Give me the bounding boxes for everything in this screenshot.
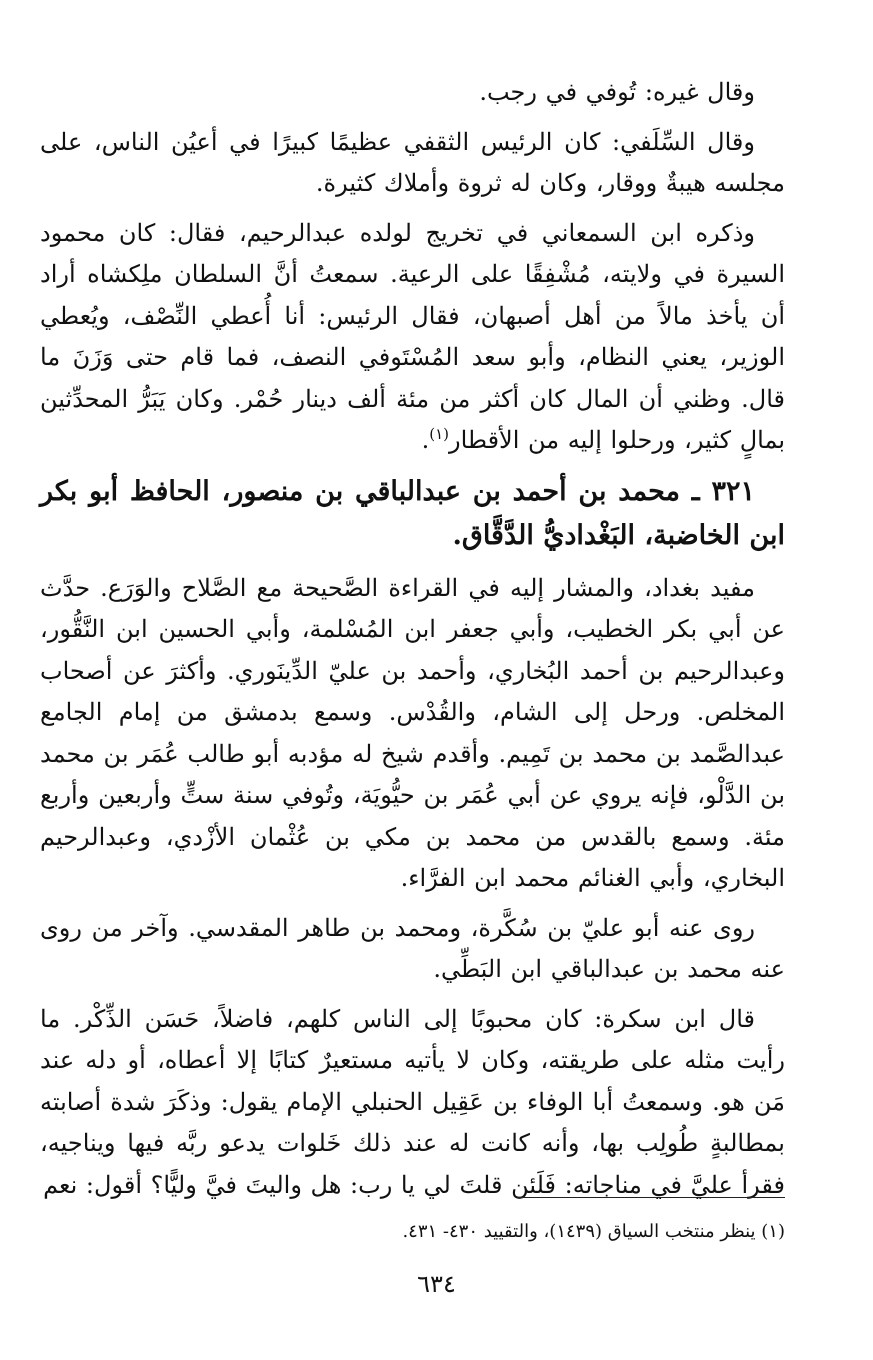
footnote-divider <box>517 1197 785 1198</box>
footnote: (١) ينظر منتخب السياق (١٤٣٩)، والتقييد ٤٣٠- ٤٣١. <box>402 1221 785 1242</box>
body-paragraph-3: قال ابن سكرة: كان محبوبًا إلى الناس كلهم، فاضلاً، حَسَن الذِّكْر. ما رأيت مثله على طريقته، وكان لا يأتيه مستعيرٌ كتابًا إلا أعطاه، أو دله عند مَن هو. وسمعتُ أبا الوفاء بن عَقِيل الحنبلي الإمام يقول: وذكَرَ شدة أصابته بمطالبةٍ طُولِب بها، وأنه كانت له عند ذلك خَلوات يدعو ربَّه فيها ويناجيه، فقرأ عليَّ في مناجاته: فَلَئن قلتَ لي يا رب: هل واليتَ فيَّ وليًّا؟ أقول: نعم <box>40 1004 785 1199</box>
page-body <box>40 72 785 1214</box>
entry-heading: ٣٢١ ـ محمد بن أحمد بن عبدالباقي بن منصور، الحافظ أبو بكر ابن الخاضبة، البَغْداديُّ الدَّقَّاق. <box>40 475 785 551</box>
paragraph-1: وقال غيره: تُوفي في رجب. <box>479 78 755 106</box>
body-paragraph-2: روى عنه أبو عليّ بن سُكَّرة، ومحمد بن طاهر المقدسي. وآخر من روى عنه محمد بن عبدالباقي ابن البَطِّي. <box>40 913 785 983</box>
paragraph-3-text: وذكره ابن السمعاني في تخريج لولده عبدالرحيم، فقال: كان محمود السيرة في ولايته، مُشْفِقًا على الرعية. سمعتُ أنَّ السلطان ملِكشاه أراد أن يأخذ مالاً من أهل أصبهان، فقال الرئيس: أنا أُعطي النِّصْف، ويُعطي الوزير، يعني النظام، وأبو سعد المُسْتَوفي النصف، فما قام حتى وَزَنَ ما قال. وظني أن المال كان أكثر من مئة ألف دينار حُمْر. وكان يَبَرُّ المحدِّثين بمالٍ كثير، ورحلوا إليه من الأقطار <box>40 218 785 454</box>
paragraph-3-end: . <box>421 426 430 454</box>
footnote-reference: (١) <box>429 425 449 443</box>
body-paragraph-1: مفيد بغداد، والمشار إليه في القراءة الصَّحيحة مع الصَّلاح والوَرَع. حدَّث عن أبي بكر الخطيب، وأبي جعفر ابن المُسْلمة، وأبي الحسين ابن النَّقُّور، وعبدالرحيم بن أحمد البُخاري، وأحمد بن عليّ الدِّينَوري. وأكثرَ عن أصحاب المخلص. ورحل إلى الشام، والقُدْس. وسمع بدمشق من إمام الجامع عبدالصَّمد بن محمد بن تَمِيم. وأقدم شيخ له مؤدبه أبو طالب عُمَر بن محمد بن الدَّلْو، فإنه يروي عن أبي عُمَر بن حيُّويَة، وتُوفي سنة ستٍّ وأربعين وأربع مئة. وسمع بالقدس من محمد بن مكي بن عُثْمان الأزْدي، وعبدالرحيم البخاري، وأبي الغنائم محمد ابن الفرَّاء. <box>40 573 786 892</box>
paragraph-2: وقال السِّلَفي: كان الرئيس الثقفي عظيمًا كبيرًا في أعيُن الناس، على مجلسه هيبةٌ ووقار، وكان له ثروة وأملاك كثيرة. <box>40 127 785 197</box>
page-number: ٦٣٤ <box>417 1270 456 1298</box>
paragraph-3 <box>40 213 785 462</box>
